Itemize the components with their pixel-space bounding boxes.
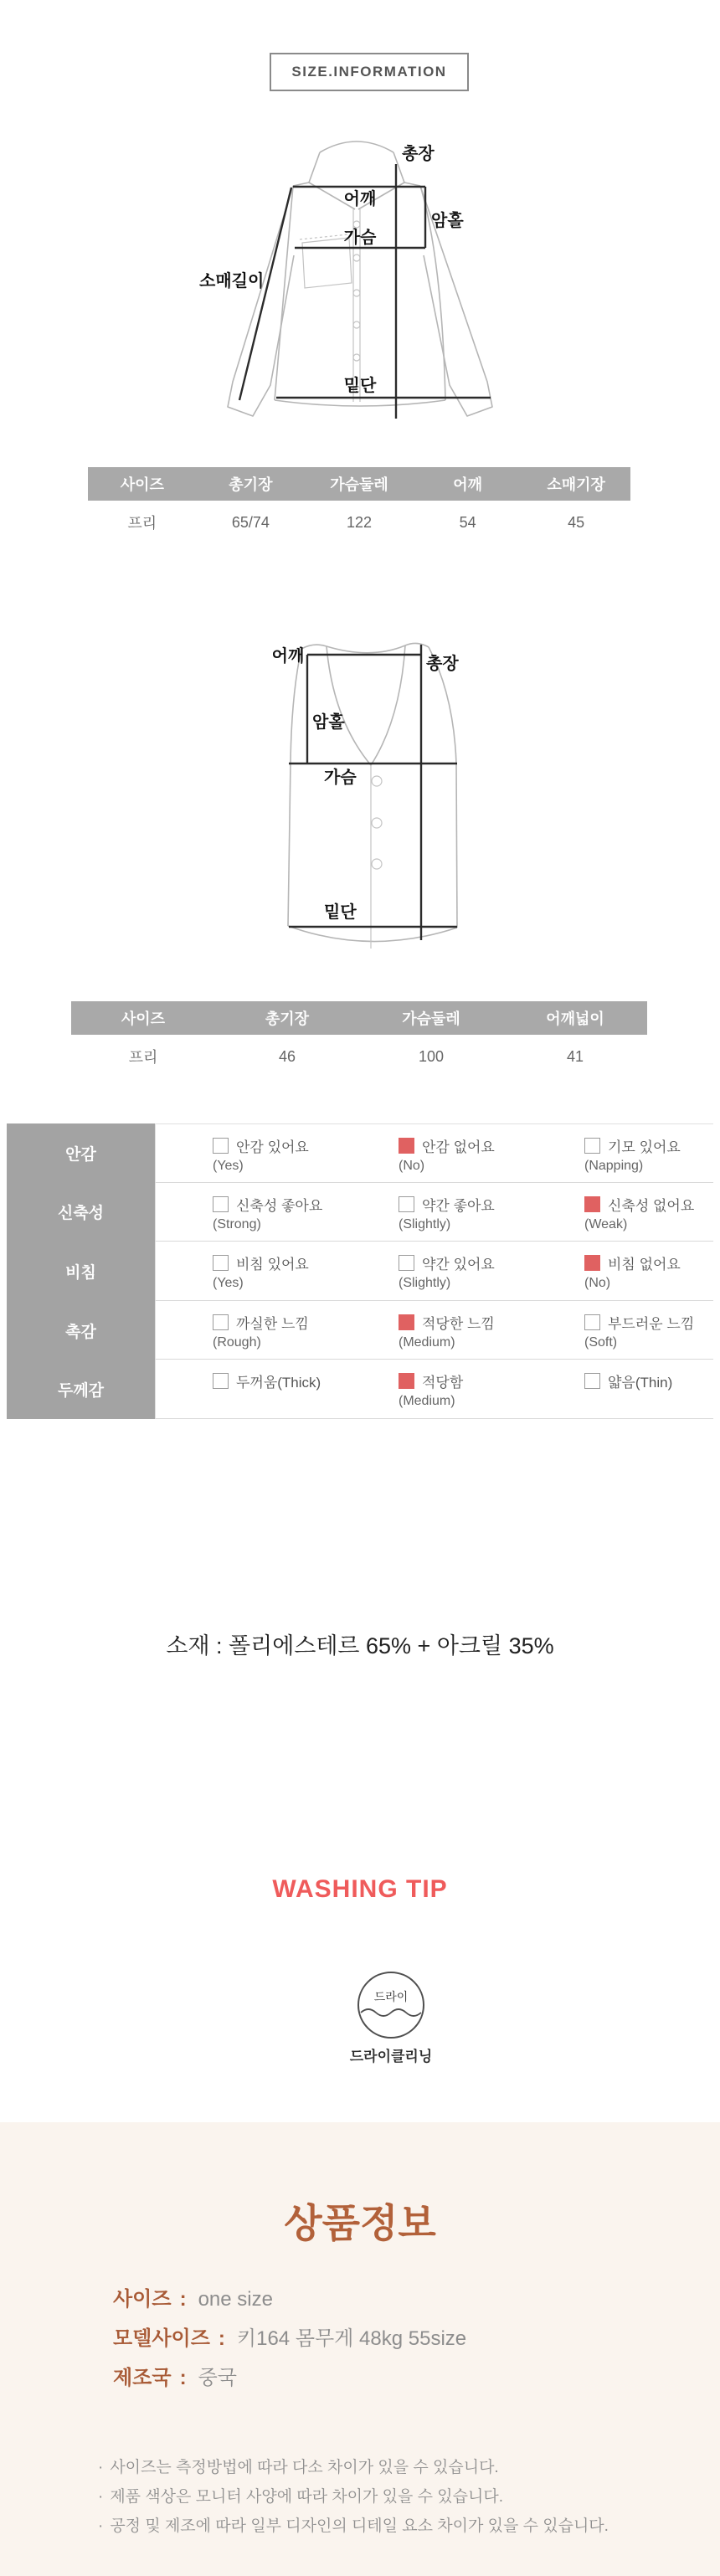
vest-label-chest: 가슴 <box>324 769 357 787</box>
vest-size-table <box>71 1001 647 1078</box>
shirt-label-chest: 가슴 <box>343 229 377 247</box>
shirt-label-armhole: 암홀 <box>431 212 464 230</box>
shirt-label-total-length: 총장 <box>402 145 435 163</box>
checkbox-icon <box>213 1138 229 1154</box>
bullet: · <box>98 2488 104 2506</box>
option-label: 비침 있어요 <box>236 1257 309 1273</box>
fabric-row-elasticity <box>7 1183 713 1242</box>
column-header: 사이즈 <box>120 476 164 493</box>
note-text: 사이즈는 측정방법에 따라 다소 차이가 있을 수 있습니다. <box>110 2459 499 2476</box>
note-text: 공정 및 제조에 따라 일부 디자인의 디테일 요소 차이가 있을 수 있습니다. <box>110 2517 609 2535</box>
size-information-header: SIZE.INFORMATION <box>270 53 469 91</box>
column-header: 가슴둘레 <box>330 476 388 493</box>
fabric-option <box>156 1242 342 1300</box>
product-info-row-model-size <box>113 2326 466 2352</box>
checkbox-icon <box>399 1255 414 1271</box>
row-value: 중국 <box>198 2367 237 2389</box>
fabric-option <box>527 1242 713 1300</box>
option-label: 까실한 느낌 <box>236 1315 309 1332</box>
checkbox-icon <box>399 1314 414 1330</box>
column-header: 소매기장 <box>547 476 605 493</box>
product-info-notes <box>98 2453 609 2541</box>
fabric-option <box>527 1360 713 1418</box>
fabric-property-table <box>7 1123 713 1419</box>
shirt-size-table <box>88 467 630 544</box>
product-info-panel <box>0 2122 720 2576</box>
note-line <box>98 2482 609 2512</box>
fabric-option <box>156 1124 342 1182</box>
checkbox-icon <box>584 1314 600 1330</box>
shirt-label-hem: 밑단 <box>343 377 377 395</box>
fabric-option <box>156 1360 342 1418</box>
option-label-en: (No) <box>399 1159 425 1173</box>
table-cell: 65/74 <box>231 513 270 531</box>
fabric-option <box>342 1301 527 1360</box>
table-cell: 46 <box>278 1047 296 1065</box>
option-label-en: (No) <box>584 1276 611 1291</box>
table-cell: 프리 <box>128 1049 158 1066</box>
option-label: 안감 없어요 <box>422 1139 495 1155</box>
column-header: 총기장 <box>265 1010 310 1027</box>
fabric-row-thickness <box>7 1360 713 1419</box>
fabric-category-label: 촉감 <box>7 1301 155 1360</box>
column-header: 사이즈 <box>121 1010 166 1027</box>
option-label: 적당함 <box>422 1375 464 1391</box>
fabric-option <box>342 1242 527 1300</box>
product-info-title: 상품정보 <box>284 2201 436 2245</box>
fabric-option <box>156 1183 342 1242</box>
washing-method-label: 드라이클리닝 <box>349 2049 433 2064</box>
table-cell: 54 <box>459 513 476 531</box>
vest-label-total-length: 총장 <box>426 655 459 673</box>
vest-outline <box>288 643 457 949</box>
row-value: one size <box>198 2288 273 2311</box>
option-label-en: (Rough) <box>213 1334 261 1350</box>
checkbox-icon <box>213 1314 229 1330</box>
column-header: 어깨 <box>453 476 482 493</box>
fabric-row-texture <box>7 1301 713 1360</box>
column-header: 가슴둘레 <box>402 1010 460 1027</box>
dry-cleaning-icon-label: 드라이 <box>373 1990 409 2003</box>
product-info-row-origin <box>113 2365 466 2391</box>
fabric-category-label: 비침 <box>7 1242 155 1301</box>
option-label: 안감 있어요 <box>236 1139 309 1155</box>
product-info-row-size <box>113 2286 466 2312</box>
checkbox-icon <box>399 1138 414 1154</box>
shirt-outline <box>228 141 492 416</box>
fabric-option <box>342 1183 527 1242</box>
shirt-label-shoulder: 어깨 <box>343 190 377 208</box>
dry-cleaning-icon <box>356 1970 426 2040</box>
vest-label-armhole: 암홀 <box>312 713 345 732</box>
option-label-en: (Yes) <box>213 1276 244 1291</box>
checkbox-icon <box>584 1138 600 1154</box>
table-cell: 프리 <box>127 515 157 532</box>
option-label: 두꺼움(Thick) <box>236 1375 321 1391</box>
table-cell: 100 <box>418 1047 445 1065</box>
fabric-category-label: 신축성 <box>7 1183 155 1242</box>
note-text: 제품 색상은 모니터 사양에 따라 차이가 있을 수 있습니다. <box>110 2488 503 2506</box>
option-label-en: (Weak) <box>584 1216 628 1231</box>
option-label: 비침 없어요 <box>608 1257 681 1273</box>
option-label-en: (Strong) <box>213 1216 261 1231</box>
checkbox-icon <box>399 1196 414 1212</box>
table-row <box>88 501 630 544</box>
fabric-option <box>527 1301 713 1360</box>
vest-label-hem: 밑단 <box>324 903 357 922</box>
vest-measurement-diagram <box>234 620 502 996</box>
row-separator: : <box>179 2288 187 2311</box>
option-label: 부드러운 느낌 <box>608 1315 695 1332</box>
option-label-en: (Slightly) <box>399 1276 451 1291</box>
note-line <box>98 2512 609 2541</box>
table-cell: 122 <box>346 513 372 531</box>
checkbox-icon <box>584 1255 600 1271</box>
option-label: 기모 있어요 <box>608 1139 681 1155</box>
bullet: · <box>98 2517 104 2535</box>
checkbox-icon <box>213 1373 229 1389</box>
material-composition-text: 소재 : 폴리에스테르 65% + 아크릴 35% <box>166 1633 554 1658</box>
fabric-row-sheerness <box>7 1242 713 1301</box>
fabric-option <box>527 1183 713 1242</box>
checkbox-icon <box>584 1373 600 1389</box>
row-label: 모델사이즈 <box>113 2327 210 2350</box>
washing-tip-title: WASHING TIP <box>272 1875 448 1903</box>
option-label: 약간 좋아요 <box>422 1197 495 1214</box>
row-value: 키164 몸무게 48kg 55size <box>236 2327 467 2350</box>
column-header: 총기장 <box>229 476 273 493</box>
shirt-label-sleeve-length: 소매길이 <box>199 272 265 291</box>
option-label: 적당한 느낌 <box>422 1315 495 1332</box>
vest-size-table-header <box>71 1001 647 1035</box>
table-cell: 41 <box>566 1047 584 1065</box>
fabric-option <box>527 1124 713 1182</box>
option-label-en: (Yes) <box>213 1159 244 1173</box>
fabric-option <box>342 1124 527 1182</box>
row-label: 사이즈 <box>113 2288 172 2311</box>
row-separator: : <box>179 2367 187 2389</box>
row-label: 제조국 <box>113 2367 172 2389</box>
fabric-category-label: 두께감 <box>7 1360 155 1419</box>
fabric-option <box>342 1360 527 1418</box>
fabric-row-lining <box>7 1123 713 1183</box>
note-line <box>98 2453 609 2482</box>
shirt-measurement-diagram <box>193 134 544 444</box>
checkbox-icon <box>213 1255 229 1271</box>
bullet: · <box>98 2459 104 2476</box>
checkbox-icon <box>213 1196 229 1212</box>
option-label-en: (Napping) <box>584 1159 644 1173</box>
option-label-en: (Medium) <box>399 1334 455 1350</box>
option-label: 약간 있어요 <box>422 1257 495 1273</box>
option-label: 신축성 없어요 <box>608 1197 695 1214</box>
product-info-rows <box>113 2286 466 2404</box>
fabric-category-label: 안감 <box>7 1123 155 1183</box>
table-row <box>71 1035 647 1078</box>
fabric-option <box>156 1301 342 1360</box>
vest-label-shoulder: 어깨 <box>271 647 305 666</box>
option-label-en: (Soft) <box>584 1334 618 1350</box>
row-separator: : <box>218 2327 225 2350</box>
option-label: 얇음(Thin) <box>608 1375 673 1391</box>
option-label: 신축성 좋아요 <box>236 1197 323 1214</box>
shirt-size-table-header <box>88 467 630 501</box>
checkbox-icon <box>584 1196 600 1212</box>
column-header: 어깨넓이 <box>546 1010 604 1027</box>
checkbox-icon <box>399 1373 414 1389</box>
table-cell: 45 <box>568 513 585 531</box>
option-label-en: (Medium) <box>399 1394 455 1409</box>
option-label-en: (Slightly) <box>399 1216 451 1231</box>
